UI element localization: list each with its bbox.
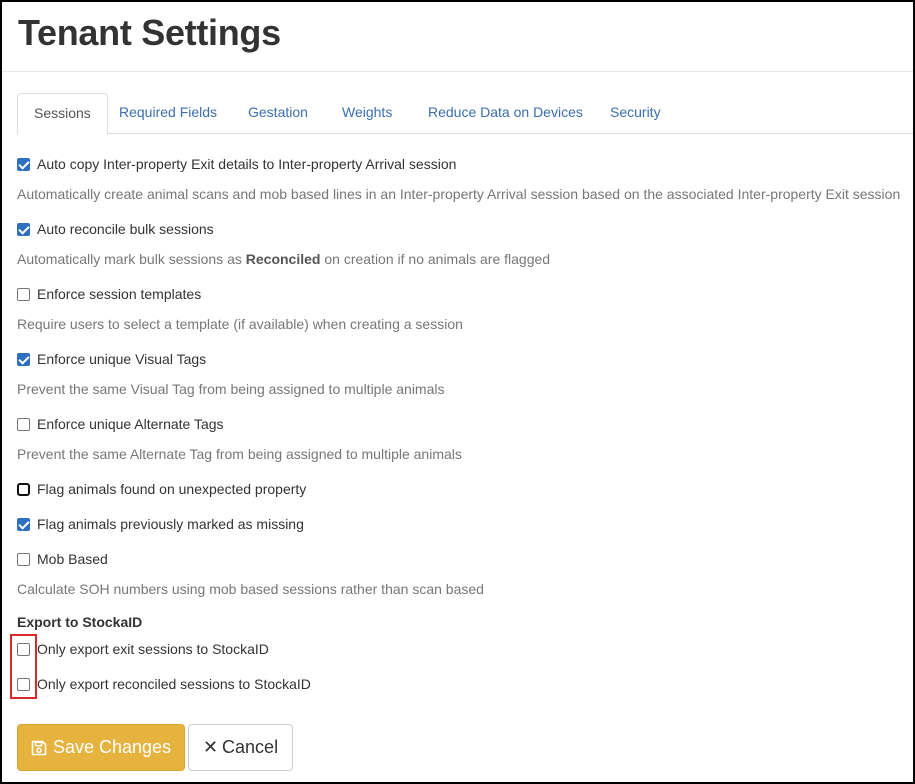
export-section-heading: Export to StockaID xyxy=(17,614,143,630)
description-bold-text: Reconciled xyxy=(245,251,321,267)
option-enforce-unique-visual-tags[interactable] xyxy=(17,350,206,368)
option-description: Prevent the same Visual Tag from being assigned to multiple animals xyxy=(17,381,445,397)
floppy-disk-icon xyxy=(31,740,47,756)
flag-missing-checkbox[interactable] xyxy=(17,518,30,531)
option-auto-copy-inter-property[interactable] xyxy=(17,155,456,173)
title-divider xyxy=(2,71,913,72)
option-label: Flag animals previously marked as missing xyxy=(37,516,304,532)
option-description: Calculate SOH numbers using mob based sessions rather than scan based xyxy=(17,581,484,597)
tab-reduce-data-on-devices[interactable]: Reduce Data on Devices xyxy=(428,104,583,120)
highlight-annotation-box xyxy=(10,634,37,699)
mob-based-checkbox[interactable] xyxy=(17,553,30,566)
cancel-button[interactable] xyxy=(188,724,293,771)
option-export-reconciled-sessions[interactable] xyxy=(17,675,311,693)
option-description: Prevent the same Alternate Tag from being assigned to multiple animals xyxy=(17,446,462,462)
description-text: on creation if no animals are flagged xyxy=(320,251,551,267)
save-changes-button[interactable] xyxy=(17,724,185,771)
tab-security[interactable]: Security xyxy=(610,104,661,120)
auto-copy-checkbox[interactable] xyxy=(17,158,30,171)
option-label: Only export reconciled sessions to StockaID xyxy=(37,676,311,692)
option-label: Flag animals found on unexpected property xyxy=(37,481,307,497)
flag-unexpected-property-checkbox[interactable] xyxy=(17,483,30,496)
option-label: Enforce unique Alternate Tags xyxy=(37,416,224,432)
option-label: Auto copy Inter-property Exit details to Inter-property Arrival session xyxy=(37,156,457,172)
option-label: Enforce unique Visual Tags xyxy=(37,351,207,367)
x-icon: ✕ xyxy=(202,737,219,757)
save-changes-label: Save Changes xyxy=(52,737,172,757)
page-title: Tenant Settings xyxy=(18,12,281,53)
auto-reconcile-checkbox[interactable] xyxy=(17,223,30,236)
cancel-label: Cancel xyxy=(222,737,279,757)
option-description xyxy=(17,251,550,267)
description-text: Automatically mark bulk sessions as xyxy=(17,251,246,267)
option-label: Enforce session templates xyxy=(37,286,202,302)
option-label: Auto reconcile bulk sessions xyxy=(37,221,214,237)
option-flag-previously-missing[interactable] xyxy=(17,515,304,533)
unique-visual-tags-checkbox[interactable] xyxy=(17,353,30,366)
option-auto-reconcile-bulk[interactable] xyxy=(17,220,214,238)
option-label: Mob Based xyxy=(37,551,108,567)
tab-sessions[interactable]: Sessions xyxy=(17,93,108,135)
settings-tabs xyxy=(17,93,913,134)
option-enforce-unique-alternate-tags[interactable] xyxy=(17,415,224,433)
tab-gestation[interactable]: Gestation xyxy=(248,104,308,120)
tab-required-fields[interactable]: Required Fields xyxy=(119,104,218,120)
option-export-exit-sessions[interactable] xyxy=(17,640,269,658)
option-description: Require users to select a template (if available) when creating a session xyxy=(17,316,463,332)
option-description: Automatically create animal scans and mob based lines in an Inter-property Arrival session based on the associated Inter-property Exit session xyxy=(17,186,901,202)
option-mob-based[interactable] xyxy=(17,550,108,568)
unique-alternate-tags-checkbox[interactable] xyxy=(17,418,30,431)
option-label: Only export exit sessions to StockaID xyxy=(37,641,269,657)
option-flag-unexpected-property[interactable] xyxy=(17,480,306,498)
option-enforce-session-templates[interactable] xyxy=(17,285,201,303)
tab-weights[interactable]: Weights xyxy=(342,104,393,120)
enforce-templates-checkbox[interactable] xyxy=(17,288,30,301)
